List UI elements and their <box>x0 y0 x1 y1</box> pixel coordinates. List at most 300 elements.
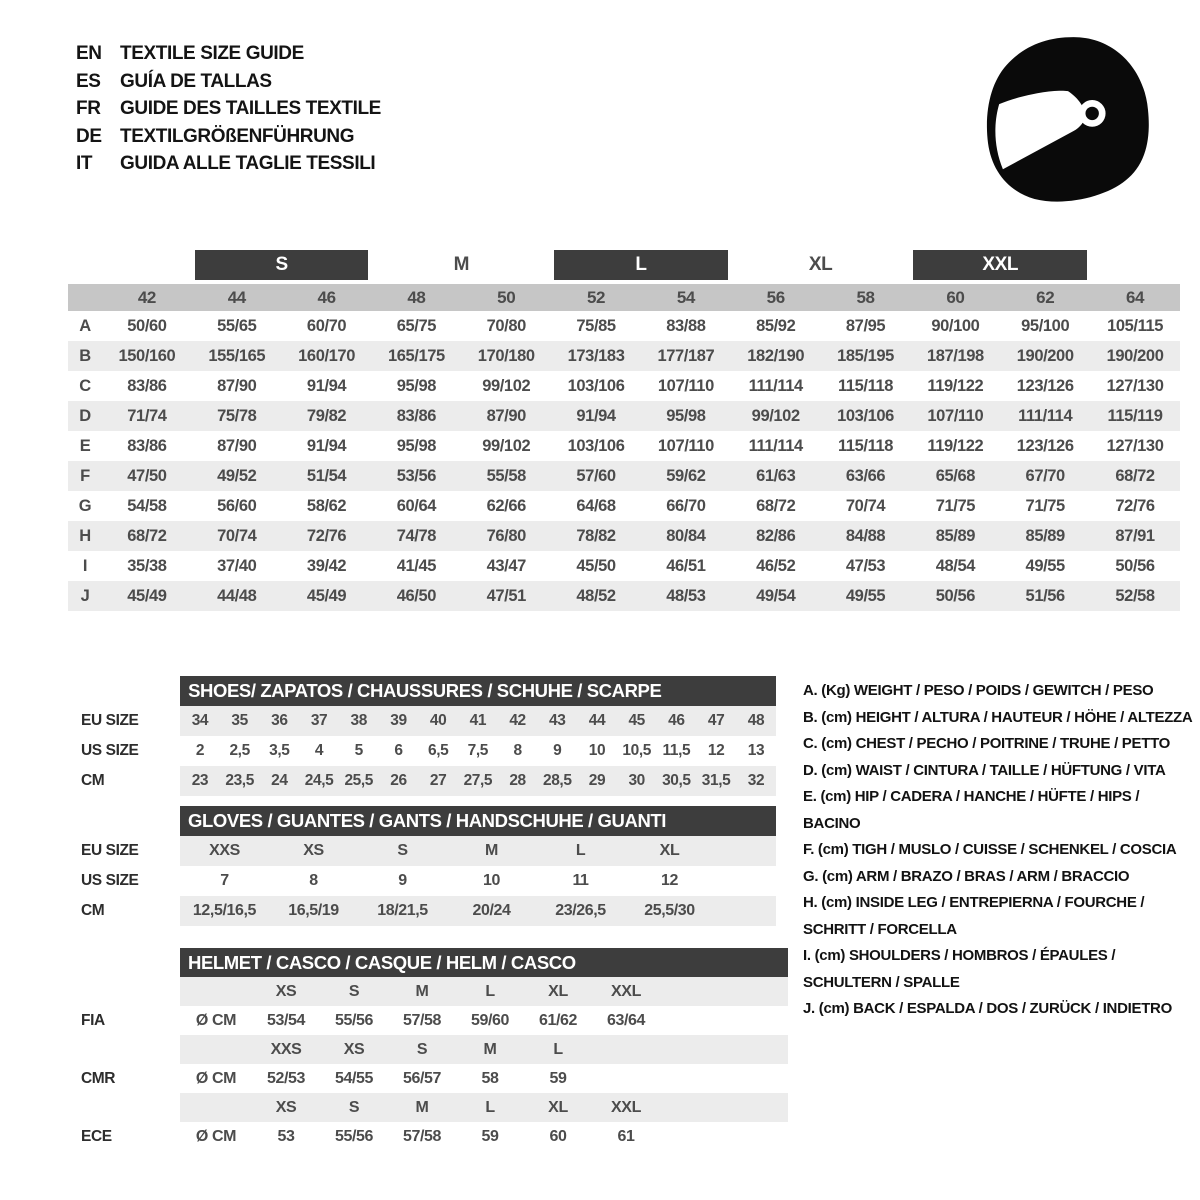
size-value: 28 <box>498 766 538 796</box>
size-value: 71/75 <box>1025 496 1065 515</box>
size-group-cell <box>731 250 911 284</box>
size-value: 74/78 <box>371 521 461 551</box>
size-value: 66/70 <box>666 496 706 515</box>
size-value: 18/21,5 <box>358 896 447 926</box>
size-value: 68/72 <box>756 496 796 515</box>
size-value: 53/54 <box>266 1011 306 1029</box>
size-value: 123/126 <box>1016 376 1074 395</box>
racing-helmet-icon <box>975 26 1161 212</box>
language-title: GUIDA ALLE TAGLIE TESSILI <box>120 153 376 174</box>
header-spacer <box>68 806 180 836</box>
size-value: 115/119 <box>1090 401 1180 431</box>
size-value: 8 <box>513 742 522 759</box>
shoes-table-title: SHOES/ ZAPATOS / CHAUSSURES / SCHUHE / SCARPE <box>180 676 776 706</box>
corner-cell <box>1090 250 1180 284</box>
size-value: 63/66 <box>821 461 911 491</box>
helmet-size-label <box>592 1035 660 1064</box>
size-value: 10,5 <box>622 742 651 759</box>
size-value: 111/114 <box>748 436 803 455</box>
helmet-size-label: XL <box>524 1093 592 1122</box>
helmet-values-row-fia <box>68 1006 788 1035</box>
size-value: 57/58 <box>402 1011 442 1029</box>
size-value: 55/65 <box>217 316 257 335</box>
corner-cell <box>68 250 192 284</box>
legend-item: C. (cm) CHEST / PECHO / POITRINE / TRUHE / PETTO <box>803 735 1171 752</box>
size-value: 30,5 <box>657 766 697 796</box>
size-value: 9 <box>398 872 407 889</box>
size-value: 190/200 <box>1000 341 1090 371</box>
size-value: 99/102 <box>482 436 531 455</box>
size-value: 55/56 <box>334 1011 374 1029</box>
helmet-size-label: M <box>388 977 456 1006</box>
size-value: 7,5 <box>467 742 489 759</box>
size-value: 48/52 <box>551 581 641 611</box>
helmet-size-label: XXL <box>592 1093 660 1122</box>
size-value: 2,5 <box>229 742 250 759</box>
language-row <box>76 123 381 151</box>
size-value: 44/48 <box>192 581 282 611</box>
shoes-row-us-size <box>68 736 776 766</box>
size-value: 55/56 <box>334 1127 374 1145</box>
size-value: 61/62 <box>538 1011 578 1029</box>
size-value: 47/50 <box>102 461 192 491</box>
size-value: 85/89 <box>910 521 1000 551</box>
row-label: H <box>68 521 102 551</box>
size-value: 29 <box>577 766 617 796</box>
language-title: TEXTILE SIZE GUIDE <box>120 43 304 64</box>
size-value: 182/190 <box>731 341 821 371</box>
size-value: 44 <box>577 706 617 736</box>
size-value: 55/58 <box>461 461 551 491</box>
size-value: 58 <box>481 1069 499 1087</box>
size-group-S: S <box>195 250 369 280</box>
size-value: 70/80 <box>486 316 526 335</box>
numeric-size: 62 <box>1000 284 1090 311</box>
size-value: 87/90 <box>217 376 257 395</box>
size-value: XXS <box>180 836 269 866</box>
measure-row-J <box>68 581 1180 611</box>
size-value: 53/56 <box>371 461 461 491</box>
size-value: 43 <box>537 706 577 736</box>
size-value: 9 <box>553 742 562 759</box>
size-group-cell <box>192 250 372 284</box>
standard-label-cmr: CMR <box>68 1064 180 1093</box>
helmet-size-label: XL <box>524 977 592 1006</box>
header-spacer <box>68 676 180 706</box>
measure-row-G <box>68 491 1180 521</box>
row-label: I <box>82 556 88 575</box>
diameter-unit-label: Ø CM <box>195 1127 237 1145</box>
legend-item: E. (cm) HIP / CADERA / HANCHE / HÜFTE / HIPS / BACINO <box>803 788 1140 832</box>
size-value: 46/52 <box>756 556 796 575</box>
size-value: 39 <box>379 706 419 736</box>
size-value: 76/80 <box>461 521 551 551</box>
label-spacer <box>68 977 180 1006</box>
size-value: 82/86 <box>731 521 821 551</box>
language-row <box>76 95 381 123</box>
size-value: 49/55 <box>1025 556 1065 575</box>
size-value: 12,5/16,5 <box>180 896 269 926</box>
size-group-M: M <box>453 254 470 275</box>
row-label: E <box>79 436 91 455</box>
helmet-size-label: XXL <box>592 977 660 1006</box>
size-value: S <box>358 836 447 866</box>
row-label: CM <box>68 896 180 926</box>
size-value: 83/88 <box>666 316 706 335</box>
standard-label-ece: ECE <box>68 1122 180 1151</box>
size-value: 56/60 <box>217 496 257 515</box>
measure-row-C <box>68 371 1180 401</box>
size-value: 80/84 <box>641 521 731 551</box>
filler-cell <box>714 836 776 866</box>
size-value: 52/53 <box>266 1069 306 1087</box>
legend-item: D. (cm) WAIST / CINTURA / TAILLE / HÜFTUNG / VITA <box>803 761 1166 779</box>
numeric-size: 44 <box>192 284 282 311</box>
size-value: 127/130 <box>1106 376 1164 395</box>
size-value: 7 <box>220 872 229 889</box>
filler-cell <box>714 866 776 896</box>
size-value: 123/126 <box>1016 436 1074 455</box>
row-label: C <box>79 376 91 395</box>
size-value: 84/88 <box>821 521 911 551</box>
size-value: 6,5 <box>427 742 449 759</box>
helmet-sizes-row-ece <box>68 1093 788 1122</box>
size-value: 25,5/30 <box>625 896 714 926</box>
size-value: 165/175 <box>371 341 461 371</box>
size-value: 12 <box>707 742 725 759</box>
measure-row-I <box>68 551 1180 581</box>
size-value: 57/60 <box>551 461 641 491</box>
diameter-unit-label: Ø CM <box>195 1069 237 1087</box>
apparel-size-table <box>68 250 1180 611</box>
size-value: 10 <box>483 872 500 889</box>
size-value: 111/114 <box>748 376 803 395</box>
size-value: 49/55 <box>821 581 911 611</box>
helmet-values-row-cmr <box>68 1064 788 1093</box>
helmet-size-label: XXS <box>252 1035 320 1064</box>
size-value: 23 <box>180 766 220 796</box>
size-value: 187/198 <box>910 341 1000 371</box>
size-value: 61/63 <box>731 461 821 491</box>
size-value: 56/57 <box>402 1069 442 1087</box>
measure-row-A <box>68 311 1180 341</box>
row-label: B <box>68 341 102 371</box>
size-value: 59 <box>549 1069 567 1087</box>
size-groups-row <box>68 250 1180 284</box>
row-label: US SIZE <box>68 866 180 896</box>
size-value: 45 <box>617 706 657 736</box>
shoes-row-cm <box>68 766 776 796</box>
language-code: IT <box>76 153 93 174</box>
size-value: 26 <box>379 766 419 796</box>
size-value: 90/100 <box>931 316 980 335</box>
gloves-row-eu-size <box>68 836 776 866</box>
size-value: 64/68 <box>576 496 616 515</box>
size-value: 47/53 <box>845 556 886 575</box>
measure-row-F <box>68 461 1180 491</box>
size-value: 95/98 <box>396 436 437 455</box>
size-value: 78/82 <box>551 521 641 551</box>
measure-row-B <box>68 341 1180 371</box>
size-value: 46/50 <box>371 581 461 611</box>
helmet-size-label: L <box>456 1093 524 1122</box>
size-value: 59 <box>481 1127 499 1145</box>
size-value: 24 <box>259 766 299 796</box>
row-label: A <box>79 316 91 335</box>
row-label: F <box>68 461 102 491</box>
size-value: 119/122 <box>927 376 984 395</box>
size-value: 107/110 <box>657 436 714 455</box>
size-value: M <box>447 836 536 866</box>
size-value: 71/74 <box>102 401 192 431</box>
unit-spacer <box>180 1035 252 1064</box>
size-value: 31,5 <box>696 766 736 796</box>
size-value: 13 <box>747 742 765 759</box>
size-value: 115/118 <box>838 376 894 395</box>
size-value: 60/64 <box>396 496 437 515</box>
helmet-size-label: M <box>456 1035 524 1064</box>
filler-cell <box>660 1064 788 1093</box>
size-group-XXL: XXL <box>913 250 1087 280</box>
size-value: 37/40 <box>217 556 257 575</box>
title-language-list <box>76 40 381 178</box>
size-value: 49/54 <box>731 581 821 611</box>
size-value: 58/62 <box>306 496 347 515</box>
numeric-size: 42 <box>102 284 192 311</box>
legend-item: F. (cm) TIGH / MUSLO / CUISSE / SCHENKEL / COSCIA <box>803 841 1177 858</box>
gloves-row-us-size <box>68 866 776 896</box>
filler-cell <box>714 896 776 926</box>
language-title: GUIDE DES TAILLES TEXTILE <box>120 98 381 119</box>
size-value: 83/86 <box>127 436 167 455</box>
header-spacer <box>68 948 180 977</box>
size-value: 95/98 <box>641 401 731 431</box>
size-group-cell <box>551 250 731 284</box>
language-title: GUÍA DE TALLAS <box>120 70 272 92</box>
helmet-size-label: XS <box>320 1035 388 1064</box>
size-value: 71/75 <box>935 496 976 515</box>
language-code: EN <box>76 43 102 64</box>
size-value: 48/54 <box>935 556 976 575</box>
shoes-header-row <box>68 676 776 706</box>
size-value: 47/51 <box>461 581 551 611</box>
size-value: 48/53 <box>641 581 731 611</box>
size-value: 24,5 <box>299 766 339 796</box>
size-value: 95/100 <box>1021 316 1070 335</box>
size-value: 39/42 <box>306 556 347 575</box>
helmet-size-label: XS <box>252 977 320 1006</box>
size-value: 46/51 <box>666 556 706 575</box>
size-value: 67/70 <box>1000 461 1090 491</box>
size-value: 91/94 <box>551 401 641 431</box>
language-row <box>76 40 381 68</box>
size-value: 45/49 <box>102 581 192 611</box>
row-label: EU SIZE <box>68 836 180 866</box>
size-value: 27,5 <box>458 766 498 796</box>
language-code: FR <box>76 98 101 119</box>
helmet-sizes-row-fia <box>68 977 788 1006</box>
size-value: 51/56 <box>1000 581 1090 611</box>
size-value: 177/187 <box>641 341 731 371</box>
gloves-header-row <box>68 806 776 836</box>
helmet-size-table <box>68 948 788 1151</box>
size-value: XL <box>625 836 714 866</box>
size-value: 8 <box>309 872 318 889</box>
size-value: 2 <box>195 742 205 759</box>
helmet-size-label: M <box>388 1093 456 1122</box>
language-code: ES <box>76 70 101 92</box>
numeric-size: 60 <box>910 284 1000 311</box>
filler-cell <box>660 1035 788 1064</box>
size-value: 50/56 <box>910 581 1000 611</box>
legend-item: H. (cm) INSIDE LEG / ENTREPIERNA / FOURCHE / SCHRITT / FORCELLA <box>803 894 1145 938</box>
size-value: 87/91 <box>1090 521 1180 551</box>
size-value: 160/170 <box>282 341 372 371</box>
size-value: 105/115 <box>1107 316 1164 335</box>
size-value: 47 <box>696 706 736 736</box>
label-spacer <box>68 1035 180 1064</box>
size-value: 115/118 <box>838 436 894 455</box>
size-value: 75/78 <box>192 401 282 431</box>
size-value: 23/26,5 <box>536 896 625 926</box>
size-value: 20/24 <box>447 896 536 926</box>
size-value: 45/49 <box>282 581 372 611</box>
numeric-size: 54 <box>641 284 731 311</box>
size-value: 51/54 <box>282 461 372 491</box>
helmet-table-title: HELMET / CASCO / CASQUE / HELM / CASCO <box>180 948 788 977</box>
size-value: 5 <box>354 742 363 759</box>
size-value: 16,5/19 <box>269 896 358 926</box>
size-value: 72/76 <box>282 521 372 551</box>
size-value: 54/58 <box>127 496 167 515</box>
size-value: 59/60 <box>470 1011 510 1029</box>
size-value: 54/55 <box>334 1069 374 1087</box>
size-value: 87/90 <box>217 436 257 455</box>
numeric-size: 48 <box>371 284 461 311</box>
size-value: 11 <box>572 872 589 889</box>
size-value: 48 <box>736 706 776 736</box>
measure-row-E <box>68 431 1180 461</box>
size-value: 43/47 <box>486 556 526 575</box>
row-label: D <box>68 401 102 431</box>
size-value: 40 <box>418 706 458 736</box>
numeric-size: 58 <box>821 284 911 311</box>
size-value: 37 <box>299 706 339 736</box>
helmet-size-label: S <box>320 1093 388 1122</box>
legend-item: A. (Kg) WEIGHT / PESO / POIDS / GEWITCH / PESO <box>803 682 1154 699</box>
size-value: 107/110 <box>657 376 714 395</box>
measure-row-H <box>68 521 1180 551</box>
size-value: 6 <box>394 742 403 759</box>
helmet-values-row-ece <box>68 1122 788 1151</box>
size-value: 70/74 <box>192 521 282 551</box>
unit-spacer <box>180 1093 252 1122</box>
size-value: 91/94 <box>306 376 347 395</box>
measure-row-D <box>68 401 1180 431</box>
size-value: 103/106 <box>567 436 625 455</box>
language-title: TEXTILGRÖßENFÜHRUNG <box>120 125 355 147</box>
size-group-cell <box>371 250 551 284</box>
size-value: 91/94 <box>306 436 347 455</box>
size-value: 4 <box>314 742 324 759</box>
size-value: 34 <box>180 706 220 736</box>
numeric-size: 64 <box>1090 284 1180 311</box>
size-value: 185/195 <box>821 341 911 371</box>
legend-item: I. (cm) SHOULDERS / HOMBROS / ÉPAULES / SCHULTERN / SPALLE <box>803 947 1116 991</box>
gloves-size-table <box>68 806 776 926</box>
size-value: 10 <box>588 742 606 759</box>
helmet-header-row <box>68 948 788 977</box>
size-value: 170/180 <box>461 341 551 371</box>
measurement-legend <box>803 678 1197 1023</box>
shoes-row-eu-size <box>68 706 776 736</box>
size-value: 46 <box>657 706 697 736</box>
size-value: 11,5 <box>662 742 691 759</box>
size-value: 57/58 <box>402 1127 442 1145</box>
size-value: 65/68 <box>910 461 1000 491</box>
size-value <box>592 1064 660 1093</box>
filler-cell <box>660 1093 788 1122</box>
size-value: 83/86 <box>371 401 461 431</box>
size-group-L: L <box>554 250 728 280</box>
size-value: 38 <box>339 706 379 736</box>
numeric-size: 56 <box>731 284 821 311</box>
size-value: 99/102 <box>731 401 821 431</box>
row-label: US SIZE <box>68 736 180 766</box>
unit-spacer <box>180 977 252 1006</box>
size-value: 25,5 <box>339 766 379 796</box>
size-value: 50/60 <box>127 316 167 335</box>
size-value: 35 <box>220 706 260 736</box>
size-value: 52/58 <box>1090 581 1180 611</box>
size-value: 127/130 <box>1106 436 1164 455</box>
size-group-cell <box>910 250 1090 284</box>
size-value: 23,5 <box>220 766 260 796</box>
size-value: 150/160 <box>102 341 192 371</box>
size-value: 3,5 <box>269 742 290 759</box>
legend-item: J. (cm) BACK / ESPALDA / DOS / ZURÜCK / INDIETRO <box>803 1000 1172 1017</box>
size-value: 99/102 <box>482 376 531 395</box>
size-value: 190/200 <box>1090 341 1180 371</box>
size-value: 85/89 <box>1000 521 1090 551</box>
helmet-size-label: XS <box>252 1093 320 1122</box>
size-value: 60/70 <box>306 316 347 335</box>
size-value: 107/110 <box>910 401 1000 431</box>
filler-cell <box>660 1006 788 1035</box>
size-value: 59/62 <box>641 461 731 491</box>
size-value: 30 <box>617 766 657 796</box>
size-value: 68/72 <box>102 521 192 551</box>
row-label: EU SIZE <box>68 706 180 736</box>
size-value: 41 <box>458 706 498 736</box>
size-value: 87/90 <box>461 401 551 431</box>
numeric-sizes-row <box>68 284 1180 311</box>
size-value: 111/114 <box>1000 401 1090 431</box>
shoes-size-table <box>68 676 776 796</box>
size-value: 103/106 <box>567 376 625 395</box>
size-value: 45/50 <box>576 556 616 575</box>
size-value: 87/95 <box>845 316 886 335</box>
gloves-table-title: GLOVES / GUANTES / GANTS / HANDSCHUHE / GUANTI <box>180 806 776 836</box>
size-value: 75/85 <box>576 316 616 335</box>
size-value: 28,5 <box>537 766 577 796</box>
standard-label-fia: FIA <box>68 1006 180 1035</box>
size-value: 53 <box>277 1127 295 1145</box>
size-value: 50/56 <box>1115 556 1155 575</box>
size-group-XL: XL <box>808 254 833 275</box>
row-label: CM <box>68 766 180 796</box>
label-spacer <box>68 1093 180 1122</box>
